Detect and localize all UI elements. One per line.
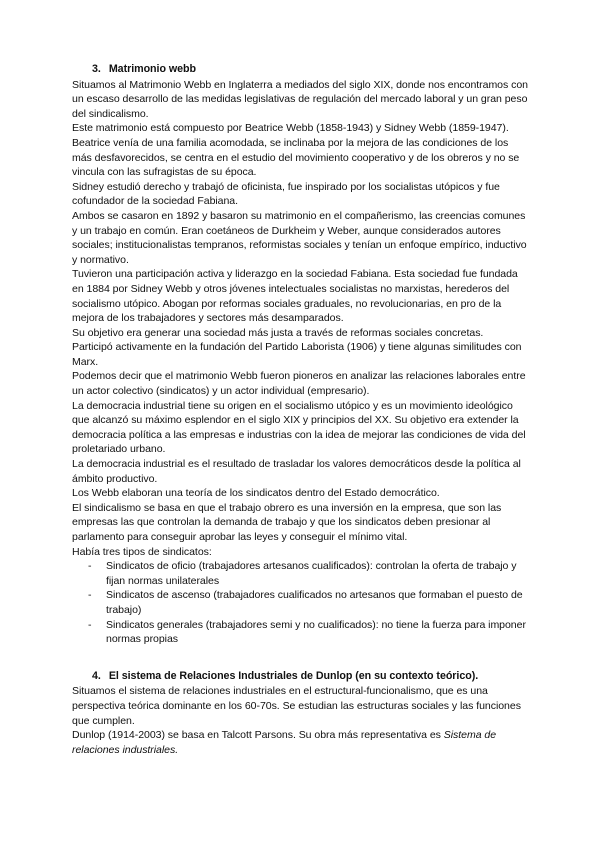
paragraph: La democracia industrial tiene su origen en el socialismo utópico y es un movimiento ideológico que alcanzó su máximo esplendor en el siglo XIX y principios del XX. Su objetivo era extender la democracia política a las empresas e industrias con la idea de mejorar las condiciones de vida del proletariado urbano. — [72, 399, 526, 456]
section-3-heading — [92, 62, 528, 77]
section-3-title: Matrimonio webb — [108, 63, 196, 75]
list-item-text: Sindicatos generales (trabajadores semi y no cualificados): no tiene la fuerza para imponer normas propias — [106, 618, 526, 646]
paragraph: Había tres tipos de sindicatos: — [72, 545, 212, 558]
list-item-text: Sindicatos de oficio (trabajadores artesanos cualificados): controlan la oferta de trabajo y fijan normas unilaterales — [106, 560, 517, 587]
list-item — [88, 618, 528, 647]
section-4-number: 4. — [92, 669, 101, 682]
paragraph: El sindicalismo se basa en que el trabajo obrero es una inversión en la empresa, que son las empresas las que controlan la demanda de trabajo y que los sindicatos deben presionar al parlamento para conseguir aprobar las leyes y conseguir el mínimo vital. — [72, 501, 502, 543]
list-item-text: Sindicatos de ascenso (trabajadores cualificados no artesanos que formaban el puesto de trabajo) — [106, 589, 523, 616]
union-types-list — [72, 559, 528, 647]
paragraph-plain-text: Dunlop (1914-2003) se basa en Talcott Parsons. Su obra más representativa es — [72, 729, 444, 742]
dash-bullet: - — [88, 618, 92, 631]
paragraph: La democracia industrial es el resultado de trasladar los valores democráticos desde la política al ámbito productivo. — [72, 458, 521, 485]
dash-bullet: - — [88, 560, 92, 573]
paragraph: Ambos se casaron en 1892 y basaron su matrimonio en el compañerismo, las creencias comunes y un trabajo en común. Eran coetáneos de Durkheim y Weber, aunque considerados autores sociales; institucionalistas tempranos, reformistas sociales y tenían un enfoque empírico, inductivo y normativo. — [72, 209, 527, 266]
list-item — [88, 588, 528, 617]
paragraph: Beatrice venía de una familia acomodada, se inclinaba por la mejora de las condiciones de los más desfavorecidos, se centra en el estudio del movimiento cooperativo y de los obreros y no se vincula con las sufragistas de su época. — [72, 136, 520, 179]
section-4-heading — [92, 669, 528, 684]
paragraph-dunlop — [72, 728, 528, 757]
paragraph: Sidney estudió derecho y trabajó de oficinista, fue inspirado por los socialistas utópicos y fue cofundador de la sociedad Fabiana. — [72, 180, 500, 208]
paragraph: Podemos decir que el matrimonio Webb fueron pioneros en analizar las relaciones laborales entre un actor colectivo (sindicatos) y un actor individual (empresario). — [72, 370, 526, 398]
paragraph: Tuvieron una participación activa y liderazgo en la sociedad Fabiana. Esta sociedad fue fundada en 1884 por Sidney Webb y otros jóvenes intelectuales socialistas no marxistas, herederos del socialismo utópico. Abogan por reformas sociales graduales, no revolucionarias, en pro de la mejora de los trabajadores y sectores más desamparados. — [72, 268, 518, 325]
list-item — [88, 559, 528, 588]
document-page — [72, 62, 528, 757]
paragraph: Los Webb elaboran una teoría de los sindicatos dentro del Estado democrático. — [72, 487, 440, 500]
dash-bullet: - — [88, 589, 92, 602]
paragraph: Situamos el sistema de relaciones industriales en el estructural-funcionalismo, que es una perspectiva teórica dominante en los 60-70s. Se estudian las estructuras sociales y las funciones que cumplen. — [72, 685, 521, 727]
book-title: Sistema de relaciones industriales. — [72, 729, 497, 756]
paragraph: Su objetivo era generar una sociedad más justa a través de reformas sociales concretas. — [72, 326, 484, 339]
paragraph: Este matrimonio está compuesto por Beatrice Webb (1858-1943) y Sidney Webb (1859-1947). — [72, 122, 509, 135]
section-3-number: 3. — [92, 63, 101, 75]
paragraph: Participó activamente en la fundación del Partido Laborista (1906) y tiene algunas similitudes con Marx. — [72, 341, 522, 368]
paragraph: Situamos al Matrimonio Webb en Inglaterra a mediados del siglo XIX, donde nos encontramos con un escaso desarrollo de las medidas legislativas de regulación del mercado laboral y un gran peso del sindicalismo. — [72, 78, 528, 120]
section-4-title: El sistema de Relaciones Industriales de Dunlop (en su contexto teórico). — [108, 669, 479, 682]
